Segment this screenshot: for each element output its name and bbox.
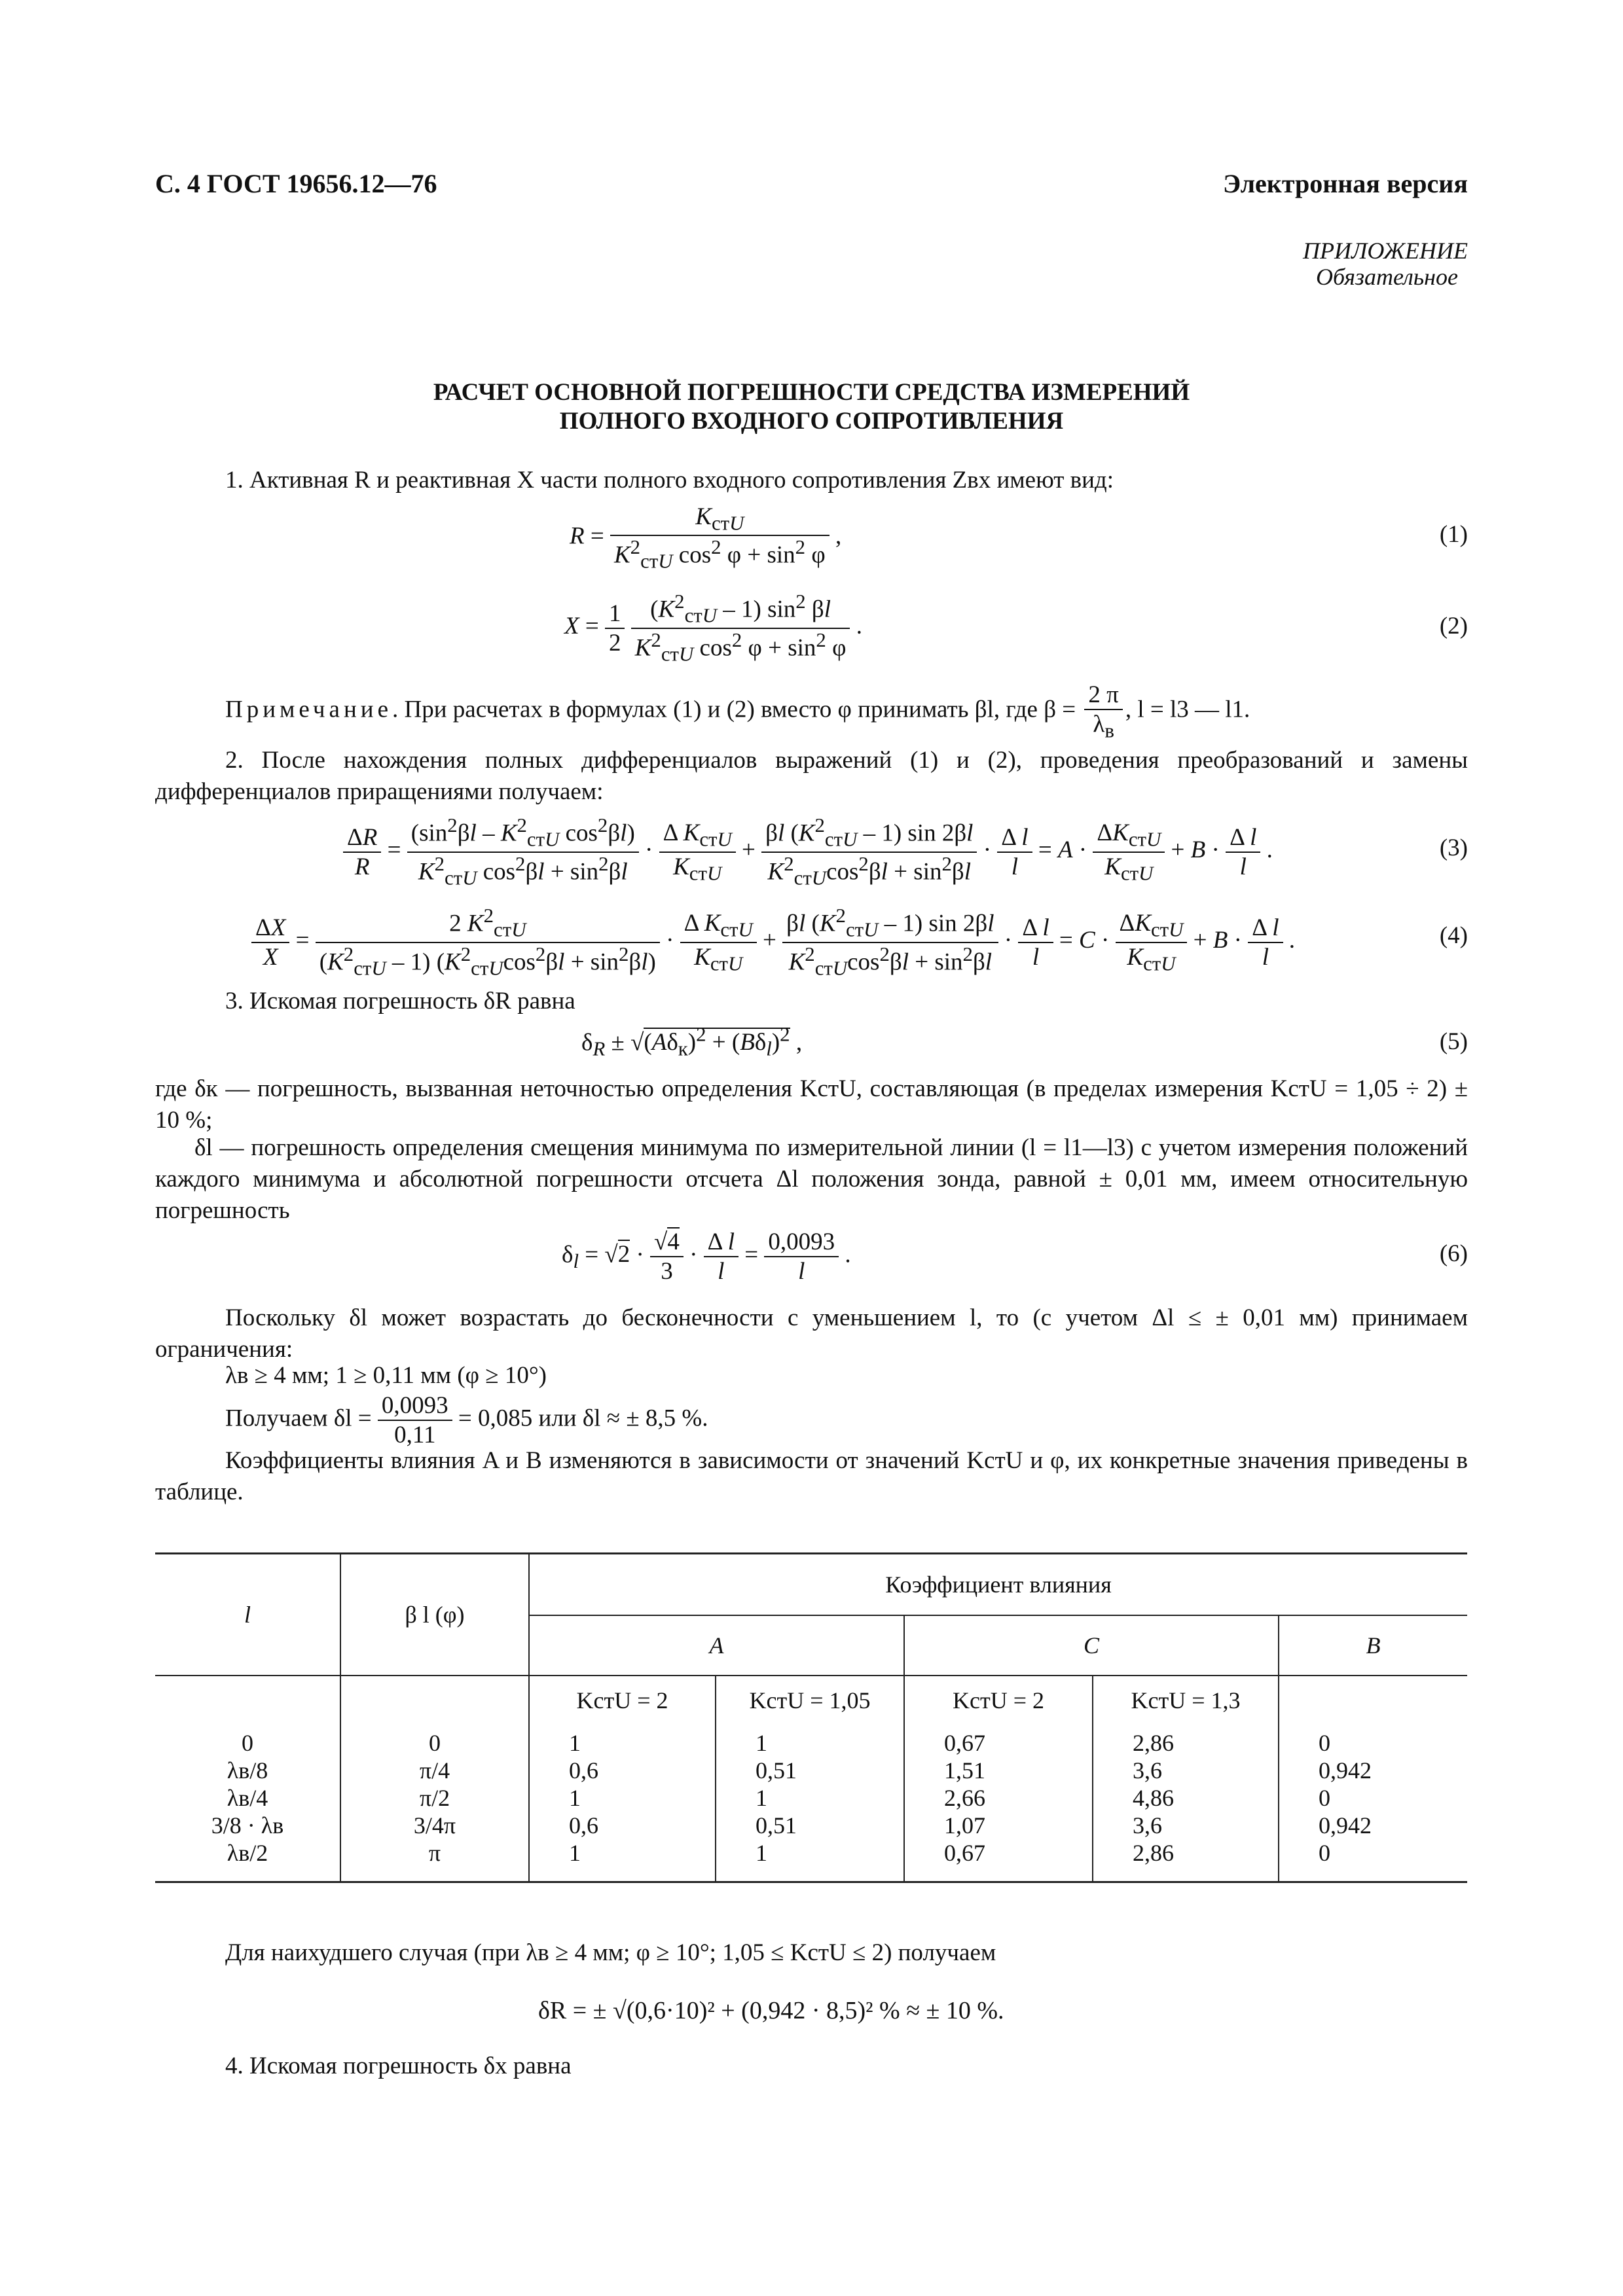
header-b: B xyxy=(1279,1615,1467,1676)
formula-4: $\frac{\Delta X}{X}$ = $\frac{2 K^2_{стU}}{(K^2_{стU} - 1) (K^2_{стU}\cos^2\beta l + \sin^2\beta l)}$ · $\frac{\Delta K_{стU}}{K_{стU}}$ + $\frac{\beta l (K^2_{стU} - 1) \sin 2\beta l}{K^2_{стU}\cos^2\beta l + \sin^2\beta l}$ · $\frac{\text{Δ l}}{l}$ = C · $\frac{\Delta K_{стU}}{K_{стU}}$ + B · $\frac{\text{Δ l}}{l}$ . xyxy=(251,905,1295,980)
result-prefix: Получаем δl = xyxy=(225,1405,372,1432)
column-beta-values: 0 π/4 π/2 3/4π π xyxy=(340,1725,529,1882)
coefficient-table xyxy=(155,1552,1467,1883)
equation-number-4: (4) xyxy=(1439,922,1468,949)
header-coefficient-group: Коэффициент влияния xyxy=(529,1554,1467,1615)
note-text: . При расчетах в формулах (1) и (2) вместо φ принимать βl, где β = xyxy=(392,696,1076,723)
equation-number-3: (3) xyxy=(1439,834,1468,861)
note-label: Примечание xyxy=(225,696,392,723)
section-title-line1: РАСЧЕТ ОСНОВНОЙ ПОГРЕШНОСТИ СРЕДСТВА ИЗМЕРЕНИЙ xyxy=(433,379,1190,406)
header-a: A xyxy=(529,1615,904,1676)
worst-case-text: Для наихудшего случая (при λв ≥ 4 мм; φ ≥ 10°; 1,05 ≤ KстU ≤ 2) получаем xyxy=(225,1939,996,1966)
header-k-a1: KстU = 2 xyxy=(529,1676,716,1725)
edition-label: Электронная версия xyxy=(1222,169,1468,198)
column-b-values: 0 0,942 0 0,942 0 xyxy=(1279,1725,1467,1882)
formula-5: $\delta_R \pm √(A\delta_к)^2 + (B\delta_l)^2$ , xyxy=(581,1024,803,1060)
formula-2: X = $\frac{1}{2}$ $\frac{(K^2_{стU} - 1) \sin^2 \beta l}{K^2_{стU} \cos^2 \varphi + \sin^2 \varphi}$ . xyxy=(564,590,862,666)
page-reference: С. 4 ГОСТ 19656.12—76 xyxy=(155,169,437,198)
limits-text: λв ≥ 4 мм; 1 ≥ 0,11 мм (φ ≥ 10°) xyxy=(225,1362,547,1389)
since-text: Поскольку δl может возрастать до бесконечности с уменьшением l, то (с учетом Δl ≤ ± 0,01 мм) принимаем ограничения: xyxy=(155,1304,1468,1363)
equation-number-5: (5) xyxy=(1439,1028,1468,1055)
section3-text: 3. Искомая погрешность δR равна xyxy=(225,988,575,1014)
result-line xyxy=(225,1391,708,1449)
equation-number-2: (2) xyxy=(1439,613,1468,639)
header-k-c1: KстU = 2 xyxy=(904,1676,1093,1725)
coefficients-text: Коэффициенты влияния A и B изменяются в зависимости от значений KстU и φ, их конкретные значения приведены в таблице. xyxy=(155,1447,1468,1505)
header-c: C xyxy=(904,1615,1279,1676)
header-k-a2: KстU = 1,05 xyxy=(716,1676,904,1725)
section-title-line2: ПОЛНОГО ВХОДНОГО СОПРОТИВЛЕНИЯ xyxy=(559,408,1064,435)
equation-number-1: (1) xyxy=(1439,521,1468,548)
where-dk-text: где δк — погрешность, вызванная неточностью определения KстU, составляющая (в пределах измерения KстU = 1,05 ÷ 2) ± 10 %; xyxy=(155,1075,1468,1134)
header-l: l xyxy=(155,1554,340,1676)
worst-case-formula: δR = ± √(0,6·10)² + (0,942 · 8,5)² % ≈ ± 10 %. xyxy=(538,1997,1004,2024)
formula-6: $\delta_l = √2$ · $\frac{√4}{3}$ · $\frac{\text{Δ l}}{l}$ = $\frac{0,0093}{l}$ . xyxy=(562,1229,851,1285)
formula-3: $\frac{\Delta R}{R}$ = $\frac{(\sin^2\beta l - K^2_{стU} \cos^2\beta l)}{K^2_{стU} \cos^2\beta l + \sin^2\beta l}$ · $\frac{\Delta K_{стU}}{K_{стU}}$ + $\frac{\beta l (K^2_{стU} - 1) \sin 2\beta l}{K^2_{стU}\cos^2\beta l + \sin^2\beta l}$ · $\frac{\text{Δ l}}{l}$ = A · $\frac{\Delta K_{стU}}{K_{стU}}$ + B · $\frac{\text{Δ l}}{l}$ . xyxy=(343,814,1273,889)
note-tail: , l = l3 — l1. xyxy=(1125,696,1250,723)
section2-text: 2. После нахождения полных дифференциалов выражений (1) и (2), проведения преобразований и замены дифференциалов приращениями получаем: xyxy=(155,747,1468,805)
header-k-c2: KстU = 1,3 xyxy=(1093,1676,1279,1725)
column-a1-values: 1 0,6 1 0,6 1 xyxy=(529,1725,716,1882)
result-denominator: 0,11 xyxy=(394,1422,436,1448)
section4-text: 4. Искомая погрешность δx равна xyxy=(225,2053,572,2079)
header-beta: β l (φ) xyxy=(340,1554,529,1676)
column-a2-values: 1 0,51 1 0,51 1 xyxy=(716,1725,904,1882)
result-suffix: = 0,085 или δl ≈ ± 8,5 %. xyxy=(458,1405,708,1432)
column-l-values: 0 λв/8 λв/4 3/8 · λв λв/2 xyxy=(155,1725,340,1882)
appendix-status: Обязательное xyxy=(1316,264,1458,290)
formula-1: R = $\frac{K_{стU}}{K^2_{стU} \cos^2 \varphi + \sin^2 \varphi}$ , xyxy=(570,503,842,573)
column-c2-values: 2,86 3,6 4,86 3,6 2,86 xyxy=(1093,1725,1279,1882)
where-dl-text: δl — погрешность определения смещения минимума по измерительной линии (l = l1—l3) с учетом измерения положений каждого минимума и абсолютной погрешности отсчета Δl положения зонда, равной ± 0,01 мм, имеем относительную погрешность xyxy=(155,1134,1468,1224)
note-line: Примечание. При расчетах в формулах (1) и (2) вместо φ принимать βl, где β = $\frac{2 \pi}{\lambda_в}$ , l = l3 — l1. xyxy=(225,681,1250,742)
column-c1-values: 0,67 1,51 2,66 1,07 0,67 xyxy=(904,1725,1093,1882)
equation-number-6: (6) xyxy=(1439,1240,1468,1267)
appendix-label: ПРИЛОЖЕНИЕ xyxy=(1303,238,1468,264)
result-numerator: 0,0093 xyxy=(378,1391,452,1421)
section1-text: 1. Активная R и реактивная X части полного входного сопротивления Zвх имеют вид: xyxy=(225,467,1114,493)
